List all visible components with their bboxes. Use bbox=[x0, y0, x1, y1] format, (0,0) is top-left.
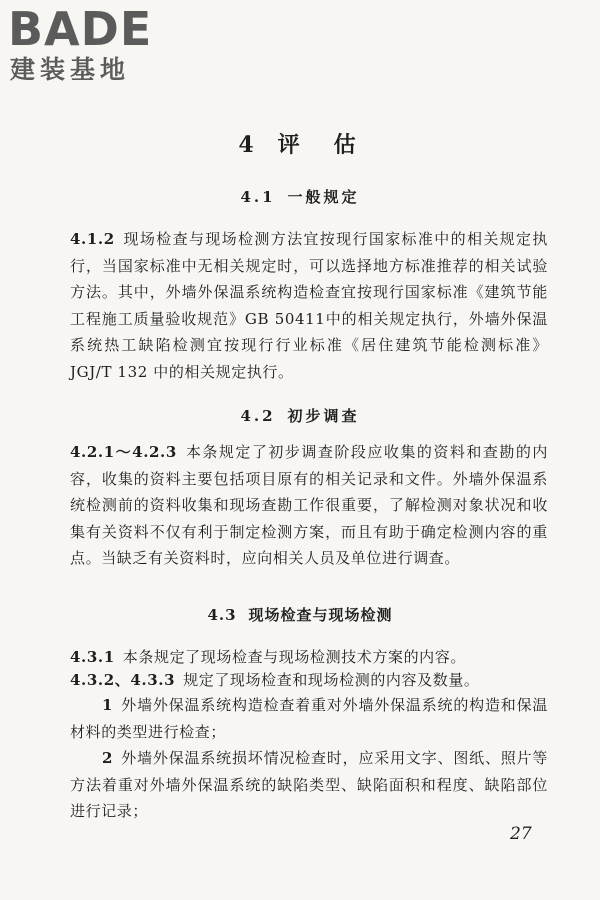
section-title: 现场检查与现场检测 bbox=[248, 606, 393, 624]
clause-number: 4.2.1～4.2.3 bbox=[70, 443, 177, 461]
logo-subtitle: 建装基地 bbox=[10, 55, 131, 84]
list-item-number: 2 bbox=[102, 749, 114, 767]
section-title: 初步调查 bbox=[287, 407, 360, 425]
section-heading-4-3 bbox=[0, 604, 600, 625]
list-item-text: 外墙外保温系统损坏情况检查时，应采用文字、图纸、照片等方法着重对外墙外保温系统的缺陷类型、缺陷面积和程度、缺陷部位进行记录； bbox=[70, 749, 548, 820]
chapter-title-char-2: 估 bbox=[333, 132, 362, 158]
clause-text: 本条规定了初步调查阶段应收集的资料和查勘的内容，收集的资料主要包括项目原有的相关记录和文件。外墙外保温系统检测前的资料收集和现场查勘工作很重要，了解检测对象状况和收集有关资料不仅有利于制定检测方案，而且有助于确定检测内容的重点。当缺乏有关资料时，应向相关人员及单位进行调查。 bbox=[70, 443, 548, 567]
section-number: 4.2 bbox=[240, 407, 276, 425]
clause-text: 规定了现场检查和现场检测的内容及数量。 bbox=[183, 671, 480, 689]
chapter-title bbox=[0, 128, 600, 159]
list-item-text: 外墙外保温系统构造检查着重对外墙外保温系统的构造和保温材料的类型进行检查； bbox=[70, 696, 548, 741]
clause-paragraph bbox=[70, 667, 548, 694]
clause-paragraph bbox=[70, 226, 548, 385]
clause-text: 本条规定了现场检查与现场检测技术方案的内容。 bbox=[122, 648, 466, 666]
section-title: 一般规定 bbox=[287, 188, 360, 206]
section-number: 4.3 bbox=[207, 606, 237, 624]
page-number: 27 bbox=[510, 824, 532, 844]
clause-paragraph bbox=[70, 439, 548, 572]
list-item bbox=[70, 745, 548, 825]
watermark-logo bbox=[6, 4, 176, 84]
chapter-number: 4 bbox=[238, 132, 260, 158]
section-number: 4.1 bbox=[240, 188, 276, 206]
logo-brand: BADE bbox=[8, 2, 153, 56]
clause-text: 现场检查与现场检测方法宜按现行国家标准中的相关规定执行，当国家标准中无相关规定时，可以选择地方标准推荐的相关试验方法。其中，外墙外保温系统构造检查宜按现行国家标准《建筑节能工程施工质量验收规范》GB 50411中的相关规定执行，外墙外保温系统热工缺陷检测宜按现行行业标准《居住建筑节能检测标准》JGJ/T 132 中的相关规定执行。 bbox=[70, 230, 548, 381]
section-heading-4-2 bbox=[0, 405, 600, 426]
chapter-title-char-1: 评 bbox=[277, 132, 306, 158]
list-item-number: 1 bbox=[102, 696, 114, 714]
clause-number: 4.3.2、4.3.3 bbox=[70, 671, 176, 689]
section-heading-4-1 bbox=[0, 186, 600, 207]
list-item bbox=[70, 692, 548, 745]
clause-number: 4.3.1 bbox=[70, 648, 115, 666]
clause-number: 4.1.2 bbox=[70, 230, 115, 248]
